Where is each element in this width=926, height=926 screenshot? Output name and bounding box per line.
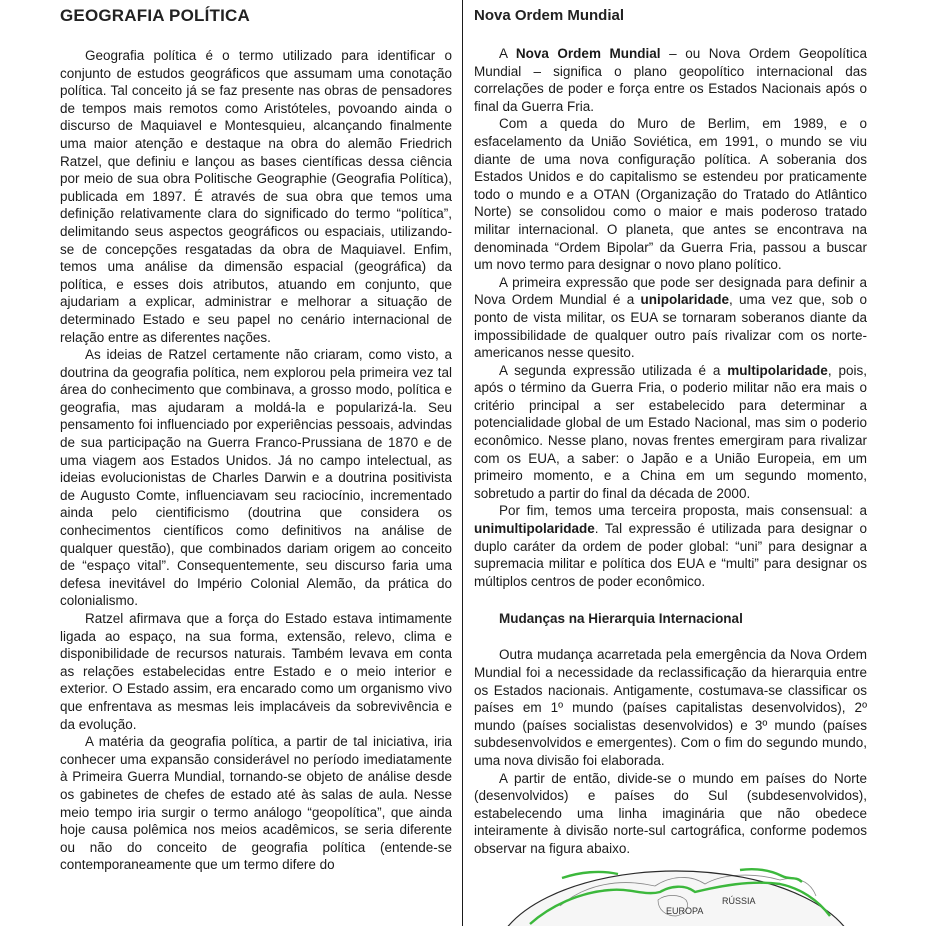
- map-label-russia: RÚSSIA: [722, 896, 756, 906]
- world-map-figure: [490, 866, 862, 926]
- map-label-europa: EUROPA: [666, 906, 704, 916]
- section-subtitle: Mudanças na Hierarquia Internacional: [499, 611, 743, 627]
- body-paragraph: A Nova Ordem Mundial – ou Nova Ordem Geopolítica Mundial – significa o plano geopolítico internacional das correlações de poder e força entre os Estados Nacionais após o final da Guerra Fria.: [474, 46, 868, 114]
- left-column: [60, 0, 452, 874]
- body-paragraph: Geografia política é o termo utilizado para identificar o conjunto de estudos geográficos que assumam uma conotação política. Tal conceito já se faz presente nas obras de pensadores de tempos mais remotos como Aristóteles, povoando ainda o discurso de Maquiavel e Montesquieu, alcançando finalmente uma maior atenção e destaque na obra do alemão Friedrich Ratzel, que definiu e lançou as bases científicas dessa ciência por meio de sua obra Politische Geographie (Geografia Política), publicada em 1897. É através de sua obra que temos uma definição relativamente clara do significado do termo “política”, delimitando seus aspectos geográficos ou espaciais, utilizando-se de concepções resgatadas da obra de Maquiavel. Enfim, temos uma análise da dimensão espacial (geográfica) da política, e esses dois atributos, atuando em conjunto, que ajudariam a explicar, administrar e melhorar a situação de determinado Estado e seu papel no cenário internacional de relação entre as diferentes nações.: [60, 48, 452, 345]
- world-map-graphic: [490, 866, 862, 926]
- body-paragraph: A partir de então, divide-se o mundo em países do Norte (desenvolvidos) e países do Sul (subdesenvolvidos), estabelecendo uma linha imaginária que não obedece inteiramente à divisão norte-sul cartográfica, conforme podemos observar na figura abaixo.: [474, 770, 867, 856]
- body-paragraph: Outra mudança acarretada pela emergência da Nova Ordem Mundial foi a necessidade da reclassificação da hierarquia entre os Estados nacionais. Antigamente, costumava-se classificar os países em 1º mundo (países capitalistas desenvolvidos), 2º mundo (países socialistas desenvolvidos) e 3º mundo (países subdesenvolvidos e emergentes). Com o fim do segundo mundo, uma nova divisão foi elaborada.: [474, 647, 867, 768]
- column-divider: [462, 0, 463, 926]
- body-paragraph: A segunda expressão utilizada é a multipolaridade, pois, após o término da Guerra Fria, o poderio militar não era mais o critério principal a ser estabelecido para determinar a potencialidade global de um Estado Nacional, mas sim o poderio econômico. Nesse plano, novas frentes emergiram para rivalizar com os EUA, a saber: o Japão e a União Europeia, em um primeiro momento, e a China em um segundo momento, sobretudo a partir do final da década de 2000.: [474, 362, 867, 501]
- article-title: GEOGRAFIA POLÍTICA: [60, 6, 250, 25]
- bold-term: multipolaridade: [727, 362, 828, 378]
- body-paragraph: As ideias de Ratzel certamente não criaram, como visto, a doutrina da geografia política, nem explorou pela primeira vez tal área do conhecimento que combinava, a grosso modo, política e geografia, mas ajudaram a moldá-la e popularizá-la. Seu pensamento foi influenciado por experiências pessoais, advindas de sua participação na Guerra Franco-Prussiana de 1870 e de uma viagem aos Estados Unidos. Já no campo intelectual, as ideias evolucionistas de Charles Darwin e a doutrina positivista de Augusto Comte, influenciavam seu raciocínio, incrementado ainda pelo cientificismo (doutrina que considera os conhecimentos científicos como definitivos na análise de qualquer questão), que combinados dariam origem ao conceito de “espaço vital”. Consequentemente, seu discurso faria uma defesa inevitável do Império Colonial Alemão, da prática do colonialismo.: [60, 347, 452, 609]
- right-column: [474, 0, 867, 858]
- body-paragraph: Por fim, temos uma terceira proposta, mais consensual: a unimultipolaridade. Tal expressão é utilizada para designar o duplo caráter da ordem de poder global: “uni” para designar a supremacia militar e política dos EUA e “multi” para designar os múltiplos centros de poder econômico.: [474, 503, 867, 589]
- body-paragraph: A matéria da geografia política, a partir de tal iniciativa, iria conhecer uma expansão considerável no período imediatamente à Primeira Guerra Mundial, tornando-se objeto de análise desde os gabinetes de chefes de estado até às salas de aula. Nesse meio tempo iria surgir o termo análogo “geopolítica”, que ainda hoje causa polêmica nos meios acadêmicos, se seria diferente ou não do conceito de geografia política (entende-se contemporaneamente que um termo difere do: [60, 734, 452, 873]
- body-paragraph: Com a queda do Muro de Berlim, em 1989, e o esfacelamento da União Soviética, em 1991, o mundo se viu diante de uma nova configuração política. A soberania dos Estados Unidos e do capitalismo se estendeu por praticamente todo o mundo e a OTAN (Organização do Tratado do Atlântico Norte) se consolidou como o maior e mais poderoso tratado militar internacional. O planeta, que antes se encontrava na denominada “Ordem Bipolar” da Guerra Fria, passou a buscar um novo termo para designar o novo plano político.: [474, 116, 867, 273]
- body-paragraph: Ratzel afirmava que a força do Estado estava intimamente ligada ao espaço, na sua forma, extensão, relevo, clima e disponibilidade de recursos naturais. Também levava em conta as relações estabelecidas entre Estado e o meio interior e exterior. O Estado assim, era encarado como um organismo vivo que enfrentava as mesmas leis implacáveis da sobrevivência e da evolução.: [60, 611, 452, 732]
- bold-term: Nova Ordem Mundial: [515, 46, 661, 61]
- bold-term: unipolaridade: [640, 292, 729, 308]
- bold-term: unimultipolaridade: [474, 521, 595, 537]
- section-title: Nova Ordem Mundial: [474, 7, 625, 24]
- body-paragraph: A primeira expressão que pode ser designada para definir a Nova Ordem Mundial é a unipolaridade, uma vez que, sob o ponto de vista militar, os EUA se tornaram soberanos diante da impossibilidade de qualquer outro país rivalizar com os norte-americanos nesse quesito.: [474, 274, 867, 361]
